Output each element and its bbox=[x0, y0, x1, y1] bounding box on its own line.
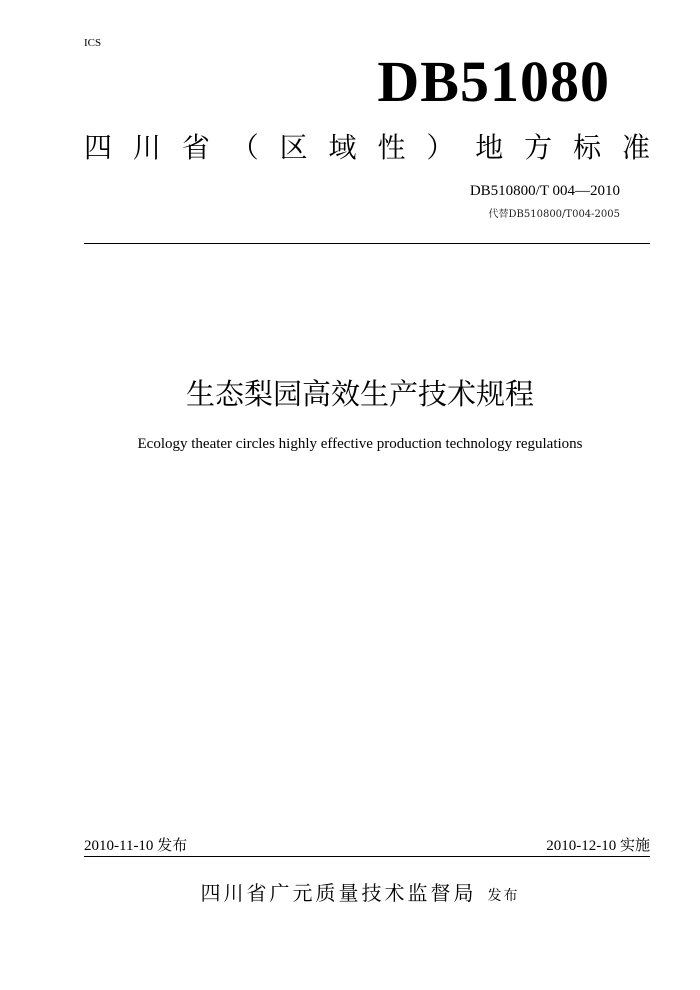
document-title-en: Ecology theater circles highly effective production technology regulations bbox=[137, 436, 583, 452]
standard-type-char: （ bbox=[230, 131, 259, 164]
standard-type-char: 域 bbox=[328, 131, 357, 164]
standard-type-char: 川 bbox=[132, 131, 161, 164]
standard-type-char: 地 bbox=[475, 131, 504, 164]
release-date: 2010-11-10 bbox=[84, 838, 154, 854]
standard-type-char: 标 bbox=[573, 131, 602, 164]
document-title-cn: 生态梨园高效生产技术规程 bbox=[185, 377, 534, 411]
ics-label: ICS bbox=[84, 37, 102, 49]
db-code: DB51080 bbox=[377, 49, 610, 114]
standard-number: DB510800/T 004—2010 bbox=[469, 183, 620, 199]
implement-label: 实施 bbox=[619, 836, 650, 854]
issuer-line bbox=[0, 877, 700, 906]
standard-type-char: 省 bbox=[181, 131, 210, 164]
release-label: 发布 bbox=[157, 836, 188, 854]
standard-type-char: 方 bbox=[524, 131, 553, 164]
release-date-line bbox=[84, 834, 187, 855]
issuer-name: 四川省广元质量技术监督局 bbox=[200, 881, 477, 905]
issued-label: 发布 bbox=[487, 888, 520, 904]
standard-type-char: 准 bbox=[621, 131, 650, 164]
standard-type-char: 四 bbox=[84, 131, 113, 164]
standard-type-heading bbox=[84, 128, 650, 168]
implement-date: 2010-12-10 bbox=[546, 838, 617, 854]
standard-type-char: 性 bbox=[377, 131, 406, 164]
implement-date-line bbox=[546, 834, 650, 855]
standard-type-char: 区 bbox=[279, 131, 308, 164]
footer-divider bbox=[84, 856, 650, 857]
replaces-note: 代替DB510800/T004-2005 bbox=[488, 209, 620, 220]
standard-type-char: ） bbox=[426, 131, 455, 164]
header-divider bbox=[84, 243, 650, 244]
